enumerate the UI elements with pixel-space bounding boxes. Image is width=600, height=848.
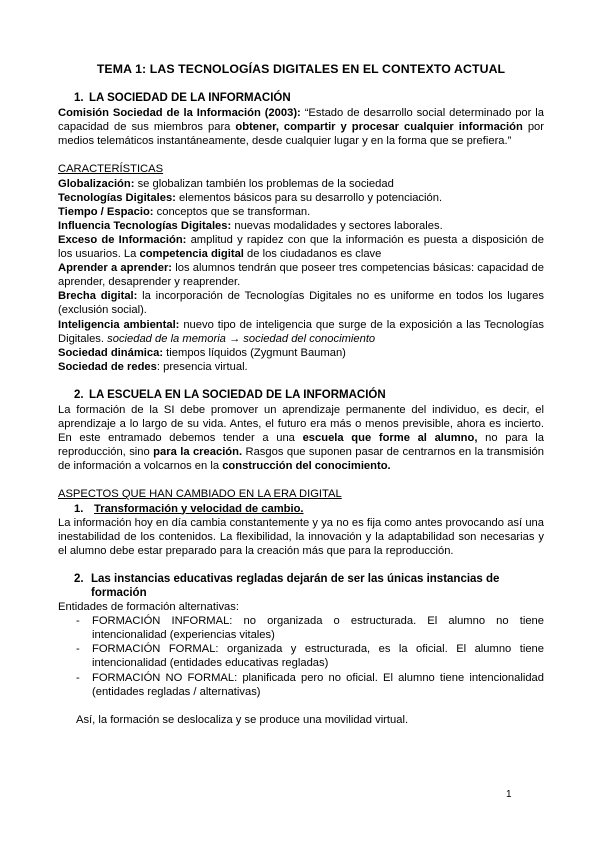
page-number: 1 — [506, 789, 512, 800]
char-dinamica: Sociedad dinámica: tiempos líquidos (Zygmunt Bauman) — [58, 346, 346, 359]
closing-sentence: Así, la formación se deslocaliza y se produce una movilidad virtual. — [76, 713, 409, 726]
aspect-2-intro: Entidades de formación alternativas: — [58, 601, 239, 614]
aspect-2-heading: 2. Las instancias educativas regladas dejarán de ser las únicas instancias de formación — [74, 572, 500, 599]
section-1-heading: 1. LA SOCIEDAD DE LA INFORMACIÓN — [74, 92, 291, 105]
formation-list — [58, 614, 544, 699]
char-influencia: Influencia Tecnologías Digitales: nuevas modalidades y sectores laborales. — [58, 219, 443, 232]
char-brecha: Brecha digital: la incorporación de Tecnologías Digitales no es uniforme en todos los lugares (exclusión social). — [58, 290, 544, 317]
characteristics-heading: CARACTERÍSTICAS — [58, 163, 164, 176]
char-aprender: Aprender a aprender: los alumnos tendrán que poseer tres competencias básicas: capacidad de aprender, desaprender y reaprender. — [58, 262, 544, 289]
list-item: - FORMACIÓN FORMAL: organizada y estructurada, es la oficial. El alumno tiene intencionalidad (entidades educativas regladas) — [76, 643, 544, 670]
document-page — [58, 62, 544, 727]
char-tiempo: Tiempo / Espacio: conceptos que se transforman. — [58, 205, 311, 218]
char-tecnologias: Tecnologías Digitales: elementos básicos para su desarrollo y potenciación. — [58, 191, 443, 204]
aspects-heading: ASPECTOS QUE HAN CAMBIADO EN LA ERA DIGITAL — [58, 488, 342, 501]
list-item: - FORMACIÓN NO FORMAL: planificada pero no oficial. El alumno tiene intencionalidad (entidades regladas / alternativas) — [76, 671, 544, 698]
char-globalizacion: Globalización: se globalizan también los problemas de la sociedad — [58, 177, 394, 190]
char-inteligencia: Inteligencia ambiental: nuevo tipo de inteligencia que surge de la exposición a las Tecnologías Digitales. sociedad de la memoria → sociedad del conocimiento — [58, 318, 544, 345]
aspect-1-heading: 1. Transformación y velocidad de cambio. — [74, 502, 304, 515]
section-2-heading: 2. LA ESCUELA EN LA SOCIEDAD DE LA INFORMACIÓN — [74, 388, 386, 401]
section-2-paragraph: La formación de la SI debe promover un aprendizaje permanente del individuo, es decir, el aprendizaje a lo largo de su vida. Antes, el futuro era más o menos previsible, ahora es incierto. En este entramado debemos tender a una escuela que forme al alumno, no para la reproducción, sino para la creación. Rasgos que suponen pasar de centrarnos en la transmisión de información a volcarnos en la construcción del conocimiento. — [58, 403, 544, 473]
definition-paragraph: Comisión Sociedad de la Información (2003): “Estado de desarrollo social determinado por la capacidad de sus miembros para obtener, compartir y procesar cualquier información por medios telemáticos instantáneamente, desde cualquier lugar y en la forma que se prefiera.” — [58, 107, 545, 148]
char-redes: Sociedad de redes: presencia virtual. — [58, 360, 248, 373]
document-title: TEMA 1: LAS TECNOLOGÍAS DIGITALES EN EL CONTEXTO ACTUAL — [96, 62, 506, 76]
aspect-1-text: La información hoy en día cambia constantemente y ya no es fija como antes provocando así una inestabilidad de los contenidos. La flexibilidad, la innovación y la adaptabilidad son necesarias y el alumno debe estar preparado para la creación más que para la reproducción. — [58, 516, 544, 557]
char-exceso: Exceso de Información: amplitud y rapidez con que la información es puesta a disposición de los usuarios. La competencia digital de los ciudadanos es clave — [58, 233, 544, 261]
list-item: - FORMACIÓN INFORMAL: no organizada o estructurada. El alumno no tiene intencionalidad (experiencias vitales) — [76, 615, 544, 642]
